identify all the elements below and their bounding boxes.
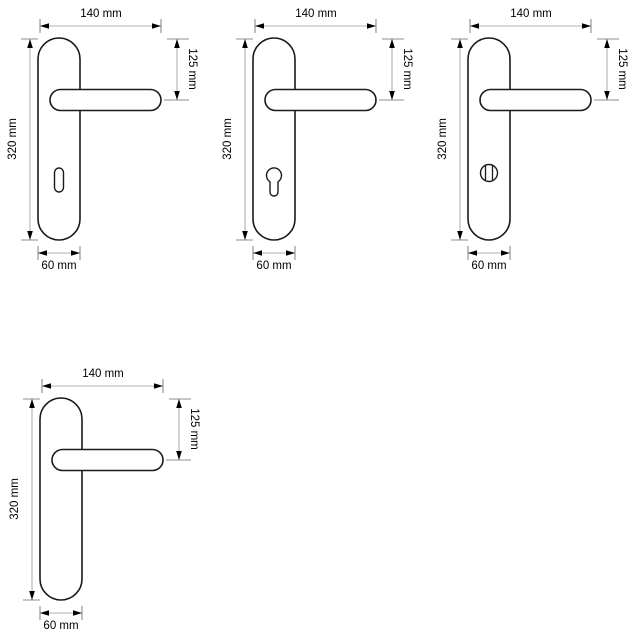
backplate bbox=[40, 398, 82, 600]
arrowhead-down-icon bbox=[174, 91, 180, 100]
arrowhead-up-icon bbox=[604, 39, 610, 48]
arrowhead-left-icon bbox=[42, 383, 51, 389]
handle-drawing bbox=[253, 38, 376, 240]
backplate bbox=[38, 38, 80, 240]
handle-offset-label: 125 mm bbox=[616, 48, 628, 90]
arrowhead-right-icon bbox=[154, 383, 163, 389]
arrowhead-up-icon bbox=[27, 39, 33, 48]
handle-drawing bbox=[468, 38, 591, 240]
height-dimension bbox=[222, 39, 253, 240]
arrowhead-right-icon bbox=[582, 23, 591, 29]
handle-offset-label: 125 mm bbox=[188, 408, 200, 450]
arrowhead-left-icon bbox=[38, 250, 47, 256]
wc-turn-rosette bbox=[481, 165, 498, 182]
arrowhead-right-icon bbox=[367, 23, 376, 29]
figure-handle-wc-turn bbox=[430, 0, 630, 285]
plate-width-label: 60 mm bbox=[471, 260, 507, 272]
lever-handle bbox=[52, 450, 163, 471]
handle-drawing bbox=[38, 38, 161, 240]
arrowhead-right-icon bbox=[286, 250, 295, 256]
arrowhead-right-icon bbox=[71, 250, 80, 256]
arrowhead-down-icon bbox=[457, 231, 463, 240]
arrowhead-up-icon bbox=[389, 39, 395, 48]
handle-offset-dimension bbox=[379, 39, 413, 100]
plate-width-dimension bbox=[253, 246, 295, 272]
arrowhead-right-icon bbox=[73, 610, 82, 616]
plate-width-dimension bbox=[468, 246, 510, 272]
arrowhead-left-icon bbox=[40, 610, 49, 616]
arrowhead-down-icon bbox=[176, 451, 182, 460]
plate-width-dimension bbox=[38, 246, 80, 272]
height-dimension bbox=[7, 39, 38, 240]
arrowhead-up-icon bbox=[242, 39, 248, 48]
handle-offset-dimension bbox=[594, 39, 628, 100]
height-label: 320 mm bbox=[437, 118, 449, 160]
height-label: 320 mm bbox=[9, 478, 21, 520]
width-label: 140 mm bbox=[82, 368, 124, 380]
handle-drawing bbox=[40, 398, 163, 600]
arrowhead-left-icon bbox=[253, 250, 262, 256]
height-label: 320 mm bbox=[7, 118, 19, 160]
plate-width-label: 60 mm bbox=[43, 620, 79, 632]
arrowhead-left-icon bbox=[470, 23, 479, 29]
arrowhead-right-icon bbox=[501, 250, 510, 256]
arrowhead-up-icon bbox=[174, 39, 180, 48]
handle-offset-label: 125 mm bbox=[186, 48, 198, 90]
plate-width-label: 60 mm bbox=[256, 260, 292, 272]
backplate bbox=[253, 38, 295, 240]
handle-offset-dimension bbox=[166, 399, 200, 460]
height-dimension bbox=[9, 399, 40, 600]
arrowhead-up-icon bbox=[29, 399, 35, 408]
arrowhead-right-icon bbox=[152, 23, 161, 29]
lever-handle bbox=[265, 90, 376, 111]
arrowhead-left-icon bbox=[255, 23, 264, 29]
arrowhead-down-icon bbox=[242, 231, 248, 240]
arrowhead-down-icon bbox=[27, 231, 33, 240]
width-label: 140 mm bbox=[80, 8, 122, 20]
arrowhead-down-icon bbox=[389, 91, 395, 100]
arrowhead-left-icon bbox=[40, 23, 49, 29]
arrowhead-down-icon bbox=[29, 591, 35, 600]
height-label: 320 mm bbox=[222, 118, 234, 160]
width-dimension bbox=[470, 8, 591, 33]
height-dimension bbox=[437, 39, 468, 240]
width-dimension bbox=[42, 368, 163, 393]
figure-handle-plain bbox=[2, 360, 202, 642]
lever-handle bbox=[480, 90, 591, 111]
arrowhead-up-icon bbox=[457, 39, 463, 48]
plate-width-label: 60 mm bbox=[41, 260, 77, 272]
plate-width-dimension bbox=[40, 606, 82, 632]
handle-offset-label: 125 mm bbox=[401, 48, 413, 90]
figure-handle-euro-cylinder bbox=[215, 0, 415, 285]
width-dimension bbox=[255, 8, 376, 33]
arrowhead-up-icon bbox=[176, 399, 182, 408]
handle-offset-dimension bbox=[164, 39, 198, 100]
arrowhead-down-icon bbox=[604, 91, 610, 100]
keyhole-cutout bbox=[55, 168, 64, 192]
width-dimension bbox=[40, 8, 161, 33]
arrowhead-left-icon bbox=[468, 250, 477, 256]
width-label: 140 mm bbox=[510, 8, 552, 20]
figure-handle-keyhole bbox=[0, 0, 200, 285]
backplate bbox=[468, 38, 510, 240]
lever-handle bbox=[50, 90, 161, 111]
width-label: 140 mm bbox=[295, 8, 337, 20]
